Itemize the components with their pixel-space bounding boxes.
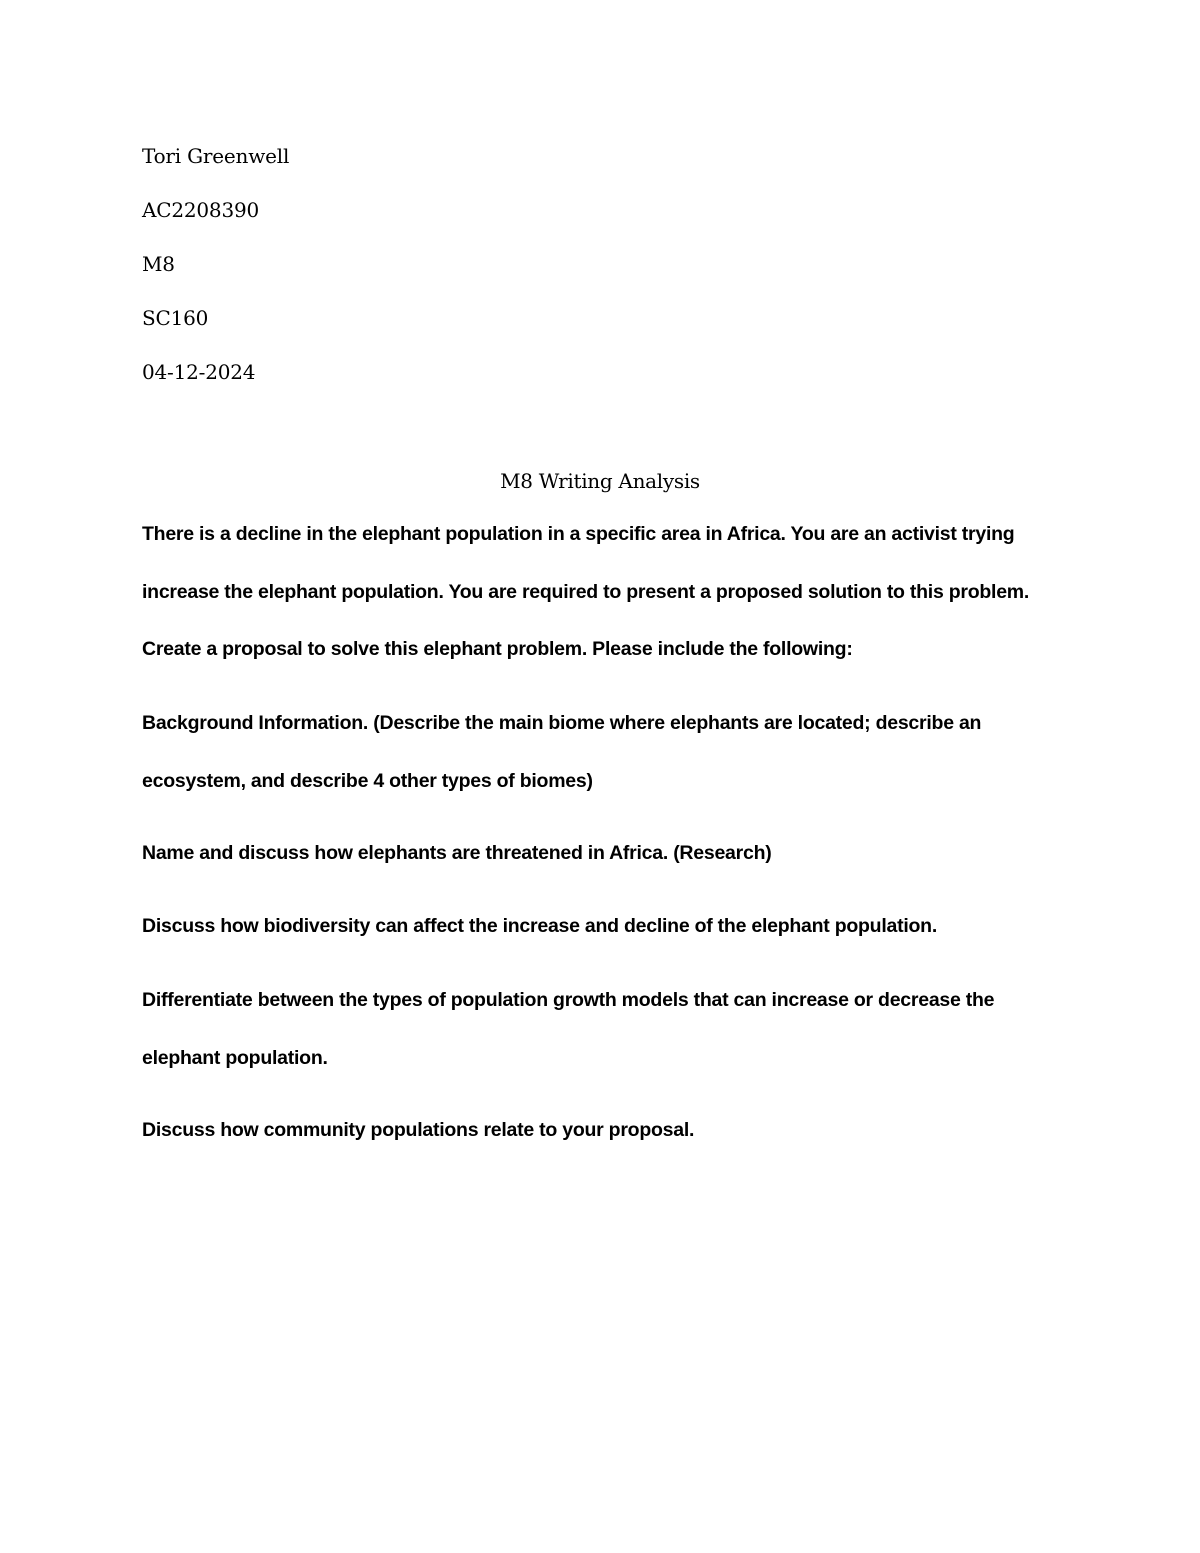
date: 04-12-2024 [142, 360, 256, 384]
paragraph-community: Discuss how community populations relate to your proposal. [142, 1119, 695, 1141]
paragraph-growth-models: Differentiate between the types of population growth models that can increase or decrease the elephant population. [142, 989, 995, 1069]
paragraph-threats: Name and discuss how elephants are threatened in Africa. (Research) [142, 842, 772, 864]
paragraph-background: Background Information. (Describe the main biome where elephants are located; describe an ecosystem, and describe 4 other types of biomes) [142, 712, 982, 792]
student-name: Tori Greenwell [142, 144, 290, 168]
module-label: M8 [142, 252, 175, 276]
course-code: SC160 [142, 306, 209, 330]
paragraph-intro: There is a decline in the elephant population in a specific area in Africa. You are an activist trying increase the elephant population. You are required to present a proposed solution to this problem. Create a proposal to solve this elephant problem. Please include the following: [142, 523, 1030, 661]
document-title: M8 Writing Analysis [500, 469, 700, 493]
paragraph-biodiversity: Discuss how biodiversity can affect the increase and decline of the elephant population. [142, 915, 938, 937]
student-id: AC2208390 [142, 198, 260, 222]
